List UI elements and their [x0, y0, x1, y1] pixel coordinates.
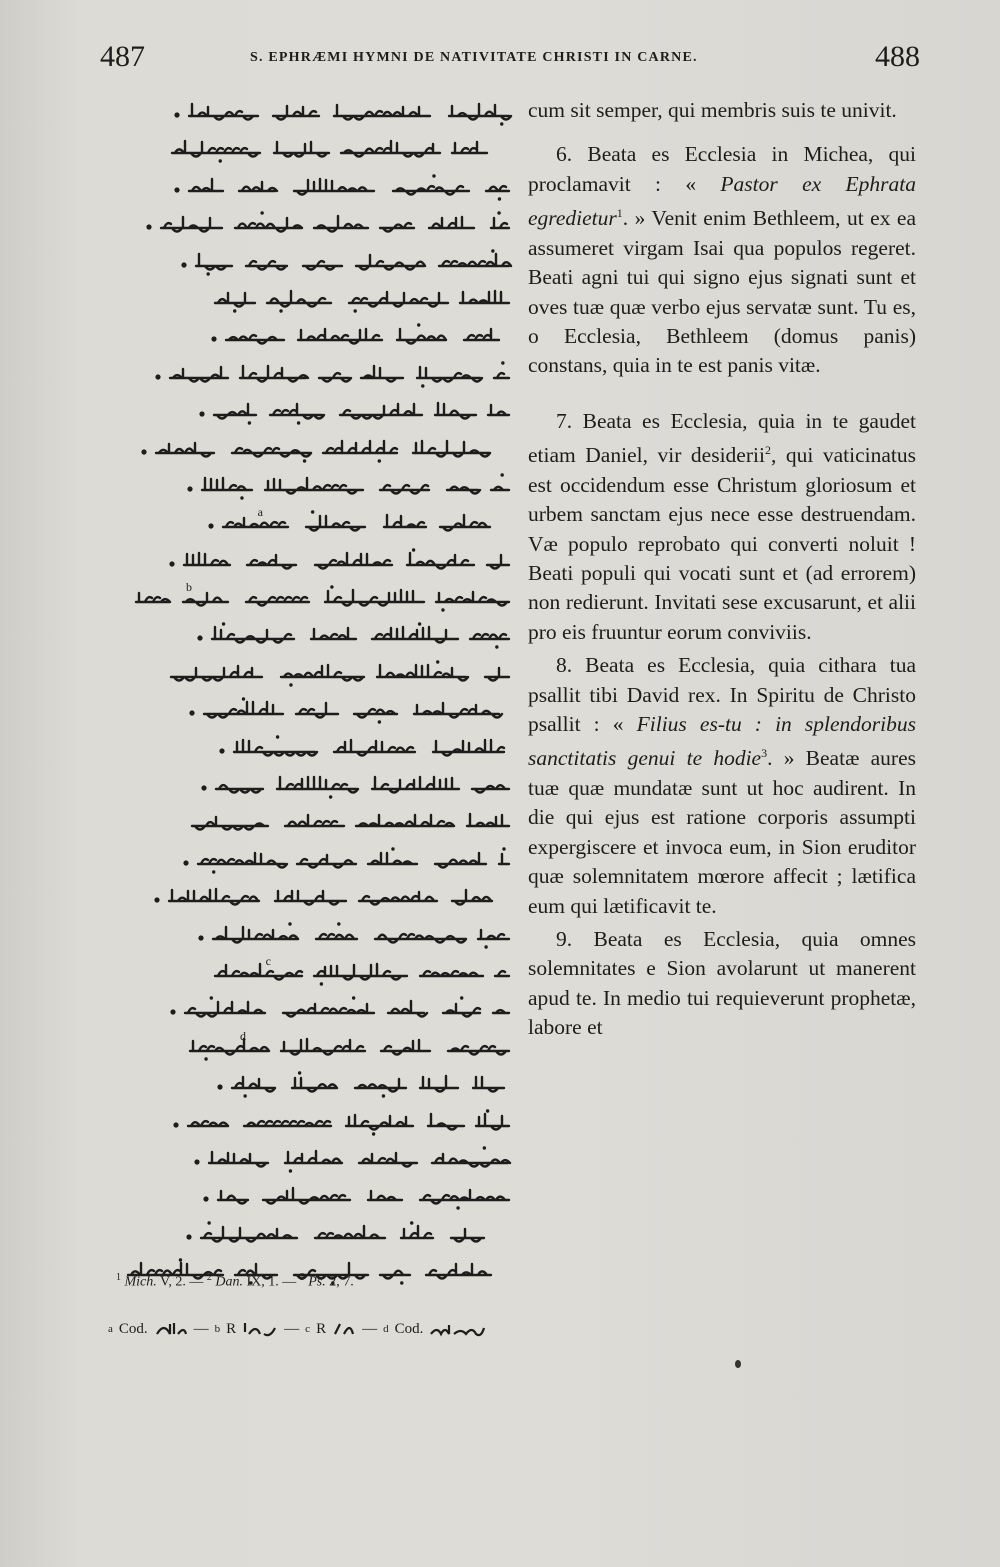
apparatus-label: R: [226, 1320, 237, 1337]
latin-text: 8. Beata es Ecclesia, quia cithara tua psallit tibi David rex. In Spiritu de Christo psallit : «: [528, 653, 916, 737]
syriac-script-line: [214, 734, 515, 764]
apparatus-separator: —: [362, 1320, 378, 1337]
syriac-script-line: [211, 285, 515, 315]
syriac-script-line: [184, 696, 515, 726]
syriac-variant-glyph: [429, 1318, 485, 1340]
footnote-loc: 2, 7.: [329, 1274, 354, 1290]
footnote-ref: Mich.: [124, 1274, 157, 1290]
page-number-right: 488: [875, 40, 920, 73]
page-number-left: 487: [100, 40, 145, 73]
syriac-script-line: [165, 995, 515, 1025]
footnote-ref: Ps.: [308, 1274, 326, 1290]
syriac-note-marker: a: [257, 505, 263, 520]
syriac-script-line: [192, 621, 515, 651]
syriac-variant-glyph: [332, 1318, 356, 1340]
syriac-verse-line: [110, 167, 515, 204]
latin-text: cum sit semper, qui membris suis te univit.: [528, 98, 897, 122]
syriac-verse-line: [110, 242, 515, 279]
footnotes: [116, 1272, 516, 1291]
syriac-script-line: [186, 1033, 515, 1063]
syriac-text-column: [110, 92, 515, 1289]
syriac-script-line: [181, 1220, 515, 1250]
syriac-script-line: [194, 397, 515, 427]
syriac-verse-line: [110, 1214, 515, 1251]
latin-quotation: Filius es-tu : in splendoribus sanctitatis genui te hodie: [528, 712, 917, 771]
footnote-marker: 3: [761, 746, 768, 761]
syriac-script-line: [168, 135, 515, 165]
syriac-verse-line: [110, 429, 515, 466]
syriac-verse-line: [110, 728, 515, 765]
syriac-verse-line: [110, 1102, 515, 1139]
syriac-verse-line: [110, 877, 515, 914]
syriac-verse-line: [110, 541, 515, 578]
apparatus-label: Cod.: [394, 1320, 424, 1337]
syriac-verse-line: [110, 840, 515, 877]
syriac-script-line: [211, 958, 515, 988]
page-header: [100, 38, 920, 78]
syriac-script-line: [136, 435, 515, 465]
syriac-verse-line: [110, 1027, 515, 1064]
syriac-verse-line: [110, 354, 515, 391]
syriac-script-line: [189, 1145, 515, 1175]
syriac-script-line: [198, 1182, 515, 1212]
syriac-verse-line: [110, 1064, 515, 1101]
syriac-script-line: [212, 1070, 515, 1100]
footnote-ref: Dan.: [215, 1274, 243, 1290]
latin-paragraph-continuation: [528, 96, 916, 125]
syriac-verse-line: [110, 653, 515, 690]
footnote-loc: IX, 1.: [246, 1274, 279, 1290]
syriac-variant-glyph: [154, 1318, 188, 1340]
syriac-verse-line: [110, 129, 515, 166]
syriac-note-marker: c: [265, 953, 271, 968]
critical-apparatus: [108, 1318, 548, 1340]
latin-text: . » Venit enim Bethleem, ut ex ea assumeret virgam Isai qua populos regeret. Beati agni tui qui signo ejus signati sunt et oves tuæ quæ verbo ejus servatæ sunt. Tu es, o Ecclesia, Bethleem (domus panis) constans, quia in te est panis vitæ.: [528, 206, 916, 378]
syriac-verse-line: [110, 391, 515, 428]
syriac-script-line: [182, 472, 515, 502]
syriac-verse-line: [110, 204, 515, 241]
apparatus-marker: a: [108, 1323, 113, 1335]
footnote-number: 1: [116, 1272, 121, 1283]
syriac-verse-line: [110, 279, 515, 316]
footnote-separator: —: [189, 1274, 204, 1290]
footnote-separator: —: [282, 1274, 297, 1290]
syriac-verse-line: [110, 1176, 515, 1213]
apparatus-marker: c: [305, 1323, 311, 1335]
footnote-marker: 2: [764, 443, 771, 458]
apparatus-label: Cod.: [118, 1320, 148, 1337]
latin-text-column: [528, 96, 916, 1043]
apparatus-separator: —: [193, 1320, 209, 1337]
footnote-loc: V, 2.: [160, 1274, 186, 1290]
syriac-script-line: [206, 322, 515, 352]
footnote-number: 2: [206, 1272, 212, 1283]
syriac-verse-line: [110, 915, 515, 952]
syriac-variant-glyph: [242, 1318, 278, 1340]
latin-paragraph-6: [528, 140, 916, 380]
syriac-script-line: [178, 846, 515, 876]
apparatus-marker: d: [383, 1323, 389, 1335]
syriac-script-line: [188, 808, 515, 838]
syriac-script-line: [167, 659, 515, 689]
syriac-script-line: [149, 883, 515, 913]
latin-paragraph-9: [528, 925, 916, 1043]
syriac-verse-line: [110, 1139, 515, 1176]
syriac-script-line: [168, 1108, 515, 1138]
apparatus-marker: b: [214, 1323, 221, 1335]
syriac-script-line: [196, 771, 515, 801]
latin-text: , qui vaticinatus est occidendum esse Christum gloriosum et urbem sanctam ejus nece esse destruendam. Væ populo reprobato qui converti noluit ! Beati populi qui vocati sunt et (ad errorem) non redierunt. Invitati sese excusarunt, et alii pro eis fruuntur eorum conviviis.: [528, 443, 916, 644]
footnote-marker: 1: [616, 206, 623, 221]
syriac-verse-line: [110, 765, 515, 802]
latin-quotation: Pastor ex Ephrata egredietur: [528, 171, 916, 231]
syriac-verse-line: [110, 952, 515, 989]
syriac-script-line: [193, 921, 515, 951]
syriac-verse-line: [110, 989, 515, 1026]
latin-text: 7. Beata es Ecclesia, quia in te gaudet etiam Daniel, vir desiderii: [528, 408, 916, 468]
syriac-verse-line: [110, 690, 515, 727]
syriac-script-line: [141, 210, 515, 240]
syriac-verse-line: [110, 92, 515, 129]
syriac-script-line: [203, 509, 515, 539]
footnote-number: 3: [299, 1272, 305, 1283]
latin-text: 6. Beata es Ecclesia in Michea, qui proclamavit : «: [528, 142, 916, 196]
latin-paragraph-8: [528, 651, 916, 921]
syriac-script-line: [169, 173, 515, 203]
apparatus-separator: —: [284, 1320, 300, 1337]
syriac-verse-line: [110, 466, 515, 503]
syriac-script-line: [176, 248, 515, 278]
syriac-verse-line: [110, 578, 515, 615]
syriac-script-line: [150, 360, 515, 390]
latin-text: 9. Beata es Ecclesia, quia omnes solemnitates e Sion avolarunt ut manerent apud te. In medio tui requieverunt prophetæ, labore et: [528, 927, 916, 1040]
syriac-note-marker: d: [240, 1028, 246, 1043]
syriac-verse-line: [110, 615, 515, 652]
latin-text: . » Beatæ aures tuæ quæ mundatæ sunt ut hoc audirent. In die qui ejus est ratione corporis assumpti expergiscere et invoca eum, in Sion eruditor quæ solemnitatem mœrore affecit ; lætifica eum qui lætificavit te.: [528, 746, 916, 918]
running-title: S. EPHRÆMI HYMNI DE NATIVITATE CHRISTI IN CARNE.: [250, 50, 698, 65]
syriac-verse-line: [110, 802, 515, 839]
syriac-script-line: [164, 547, 515, 577]
syriac-script-line: [169, 98, 515, 128]
ink-speck: [735, 1360, 741, 1368]
syriac-verse-line: [110, 503, 515, 540]
syriac-verse-line: [110, 316, 515, 353]
syriac-note-marker: b: [186, 580, 192, 595]
latin-paragraph-7: [528, 407, 916, 647]
apparatus-label: R: [316, 1320, 327, 1337]
